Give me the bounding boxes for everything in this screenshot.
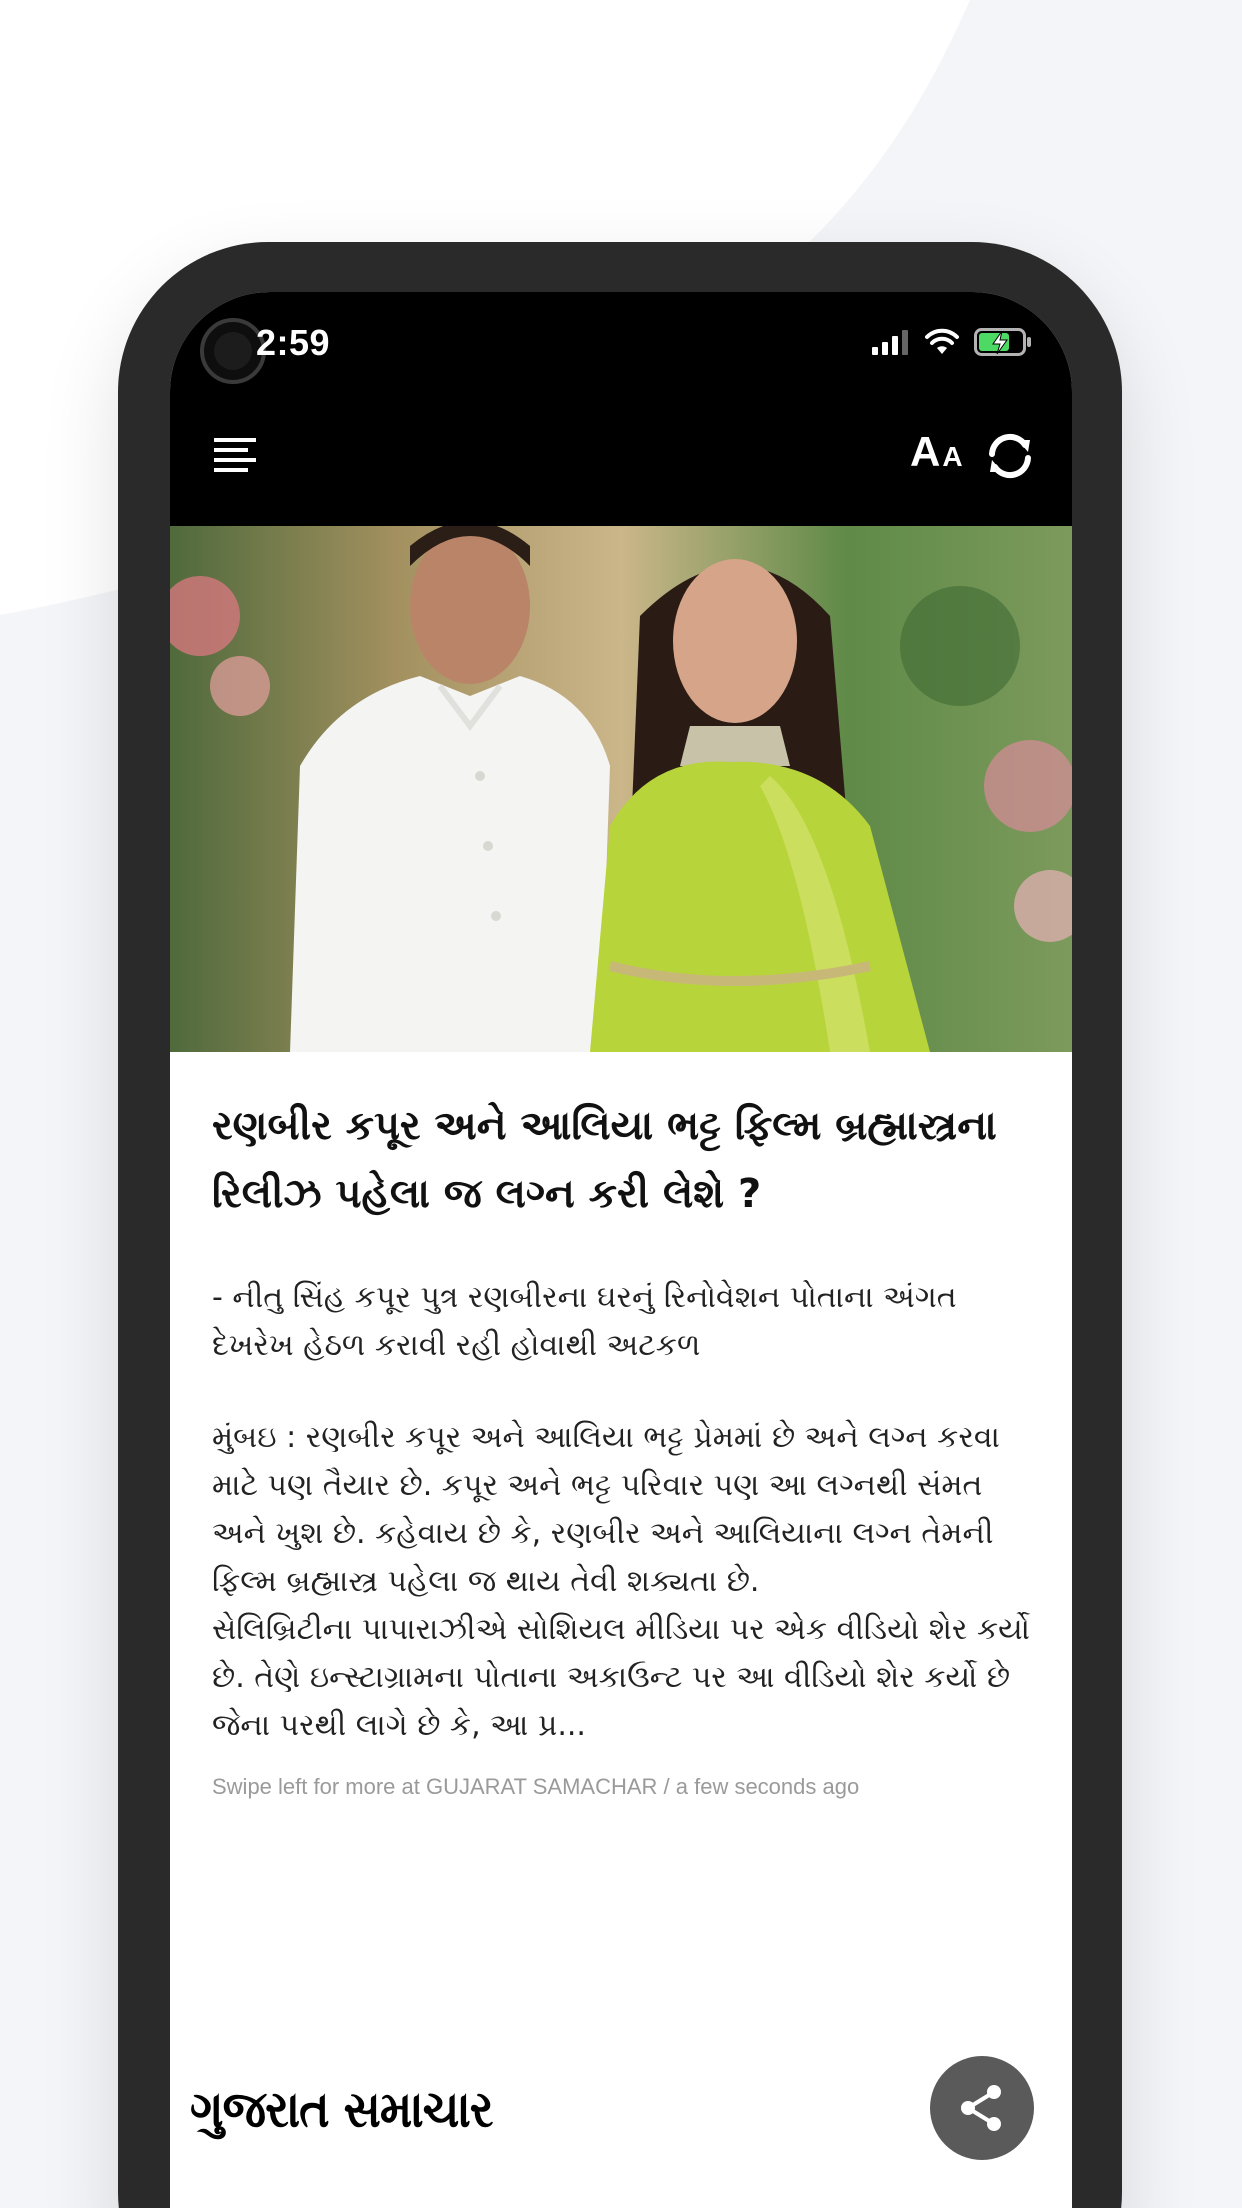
status-icons <box>872 322 1032 362</box>
gujarat-samachar-logo: ગુજરાત સમાચાર <box>190 2079 493 2139</box>
status-time: 2:59 <box>256 322 331 363</box>
font-size-label-small: A <box>942 441 963 472</box>
font-size-button[interactable] <box>910 428 963 484</box>
share-icon <box>956 2082 1008 2134</box>
app-toolbar <box>170 392 1072 526</box>
article-body <box>212 1414 1042 1750</box>
signal-icon <box>872 329 910 355</box>
article-content <box>212 1092 1042 1800</box>
status-bar <box>170 292 1072 392</box>
font-size-label-big: A <box>910 428 941 475</box>
article-source-meta[interactable]: Swipe left for more at GUJARAT SAMACHAR / a few seconds ago <box>212 1774 860 1799</box>
wifi-icon <box>924 328 960 356</box>
article-body-paragraph-2: સેલિબ્રિટીના પાપારાઝીએ સોશિયલ મીડિયા પર એક વીડિયો શેર કર્યો છે. તેણે ઇન્સ્ટાગ્રામના પોતાના અકાઉન્ટ પર આ વીડિયો શેર કર્યો છે જેના પરથી લાગે છે કે, આ પ્ર... <box>212 1612 1030 1743</box>
battery-charging-icon <box>974 328 1032 356</box>
share-button[interactable] <box>930 2056 1034 2160</box>
phone-screen <box>170 292 1072 2208</box>
article-headline[interactable]: રણબીર કપૂર અને આલિયા ભટ્ટ ફિલ્મ બ્રહ્માસ્ત્રના રિલીઝ પહેલા જ લગ્ન કરી લેશે ? <box>212 1103 997 1217</box>
article-body-paragraph-1: મુંબઇ : રણબીર કપૂર અને આલિયા ભટ્ટ પ્રેમમાં છે અને લગ્ન કરવા માટે પણ તૈયાર છે. કપૂર અને ભટ્ટ પરિવાર પણ આ લગ્નથી સંમત અને ખુશ છે. કહેવાય છે કે, રણબીર અને આલિયાના લગ્ન તેમની ફિલ્મ બ્રહ્માસ્ત્ર પહેલા જ થાય તેવી શક્યતા છે. <box>212 1420 1000 1599</box>
article-hero-image <box>170 526 1072 1052</box>
menu-lines-icon[interactable] <box>212 432 260 480</box>
article-summary: - નીતુ સિંહ કપૂર પુત્ર રણબીરના ઘરનું રિનોવેશન પોતાના અંગત દેખરેખ હેઠળ કરાવી રહી હોવાથી અટકળ <box>212 1280 957 1363</box>
refresh-icon[interactable] <box>982 428 1038 484</box>
